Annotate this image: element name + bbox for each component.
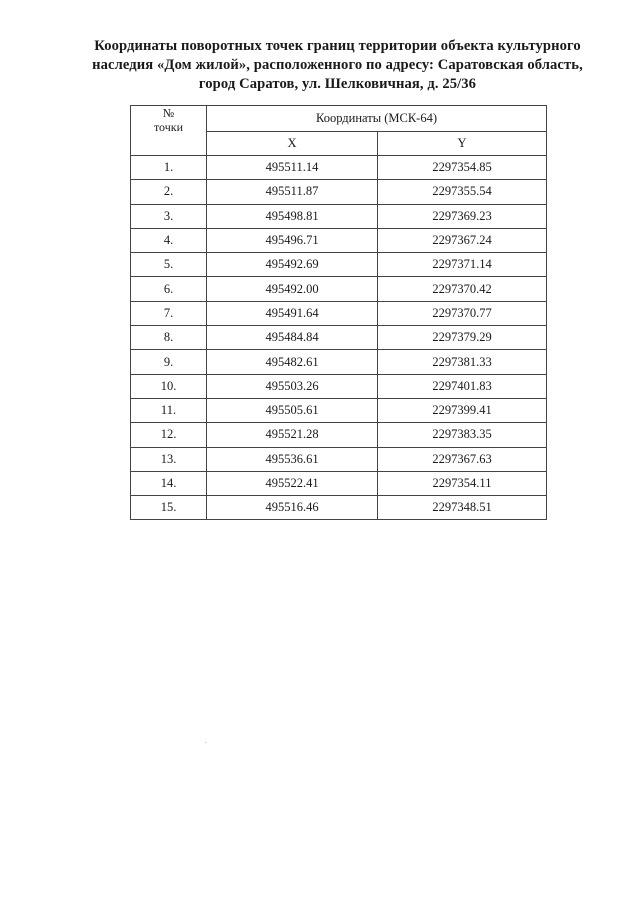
table-row [131, 277, 547, 301]
y-coordinate-cell: 2297383.35 [378, 423, 547, 447]
y-coordinate-cell: 2297381.33 [378, 350, 547, 374]
table-row [131, 228, 547, 252]
y-coordinate-cell: 2297367.63 [378, 447, 547, 471]
x-coordinate-cell: 495498.81 [207, 204, 378, 228]
table-header [131, 106, 547, 156]
title-line-1: Координаты поворотных точек границ территории объекта культурного [94, 38, 581, 54]
x-coordinate-cell: 495496.71 [207, 228, 378, 252]
x-coordinate-cell: 495492.00 [207, 277, 378, 301]
point-number-cell: 13. [131, 447, 207, 471]
y-column-header: Y [378, 132, 547, 156]
x-coordinate-cell: 495511.87 [207, 180, 378, 204]
point-number-cell: 8. [131, 326, 207, 350]
y-coordinate-cell: 2297370.42 [378, 277, 547, 301]
y-coordinate-cell: 2297369.23 [378, 204, 547, 228]
point-number-cell: 5. [131, 253, 207, 277]
y-coordinate-cell: 2297399.41 [378, 398, 547, 422]
table-row [131, 471, 547, 495]
scan-artifact [205, 742, 206, 743]
point-number-header-symbol: № [162, 106, 175, 120]
x-coordinate-cell: 495505.61 [207, 398, 378, 422]
x-coordinate-cell: 495503.26 [207, 374, 378, 398]
table-body [131, 156, 547, 520]
title-line-2: наследия «Дом жилой», расположенного по адресу: Саратовская область, [92, 57, 583, 73]
point-number-cell: 1. [131, 156, 207, 180]
point-number-cell: 4. [131, 228, 207, 252]
x-coordinate-cell: 495521.28 [207, 423, 378, 447]
table-row [131, 326, 547, 350]
y-coordinate-cell: 2297370.77 [378, 301, 547, 325]
point-number-cell: 12. [131, 423, 207, 447]
table-row [131, 301, 547, 325]
table-row [131, 447, 547, 471]
table-row [131, 253, 547, 277]
title-line-3: город Саратов, ул. Шелковичная, д. 25/36 [198, 76, 477, 92]
x-coordinate-cell: 495482.61 [207, 350, 378, 374]
table-row [131, 374, 547, 398]
coordinates-header: Координаты (МСК-64) [207, 106, 547, 132]
x-coordinate-cell: 495484.84 [207, 326, 378, 350]
x-coordinate-cell: 495492.69 [207, 253, 378, 277]
x-coordinate-cell: 495516.46 [207, 496, 378, 520]
y-coordinate-cell: 2297348.51 [378, 496, 547, 520]
y-coordinate-cell: 2297354.11 [378, 471, 547, 495]
x-coordinate-cell: 495491.64 [207, 301, 378, 325]
x-coordinate-cell: 495522.41 [207, 471, 378, 495]
x-coordinate-cell: 495511.14 [207, 156, 378, 180]
document-title [60, 37, 615, 94]
table-row [131, 204, 547, 228]
y-coordinate-cell: 2297354.85 [378, 156, 547, 180]
coordinates-table [130, 105, 547, 520]
point-number-header [131, 106, 207, 156]
y-coordinate-cell: 2297371.14 [378, 253, 547, 277]
y-coordinate-cell: 2297355.54 [378, 180, 547, 204]
y-coordinate-cell: 2297379.29 [378, 326, 547, 350]
point-number-cell: 3. [131, 204, 207, 228]
point-number-cell: 15. [131, 496, 207, 520]
table-row [131, 423, 547, 447]
point-number-header-label: точки [153, 120, 184, 134]
table-row [131, 398, 547, 422]
point-number-cell: 6. [131, 277, 207, 301]
y-coordinate-cell: 2297401.83 [378, 374, 547, 398]
point-number-cell: 10. [131, 374, 207, 398]
table-row [131, 496, 547, 520]
point-number-cell: 11. [131, 398, 207, 422]
point-number-cell: 9. [131, 350, 207, 374]
y-coordinate-cell: 2297367.24 [378, 228, 547, 252]
point-number-cell: 14. [131, 471, 207, 495]
point-number-cell: 2. [131, 180, 207, 204]
point-number-cell: 7. [131, 301, 207, 325]
x-column-header: X [207, 132, 378, 156]
x-coordinate-cell: 495536.61 [207, 447, 378, 471]
table-row [131, 350, 547, 374]
table-row [131, 156, 547, 180]
table-row [131, 180, 547, 204]
